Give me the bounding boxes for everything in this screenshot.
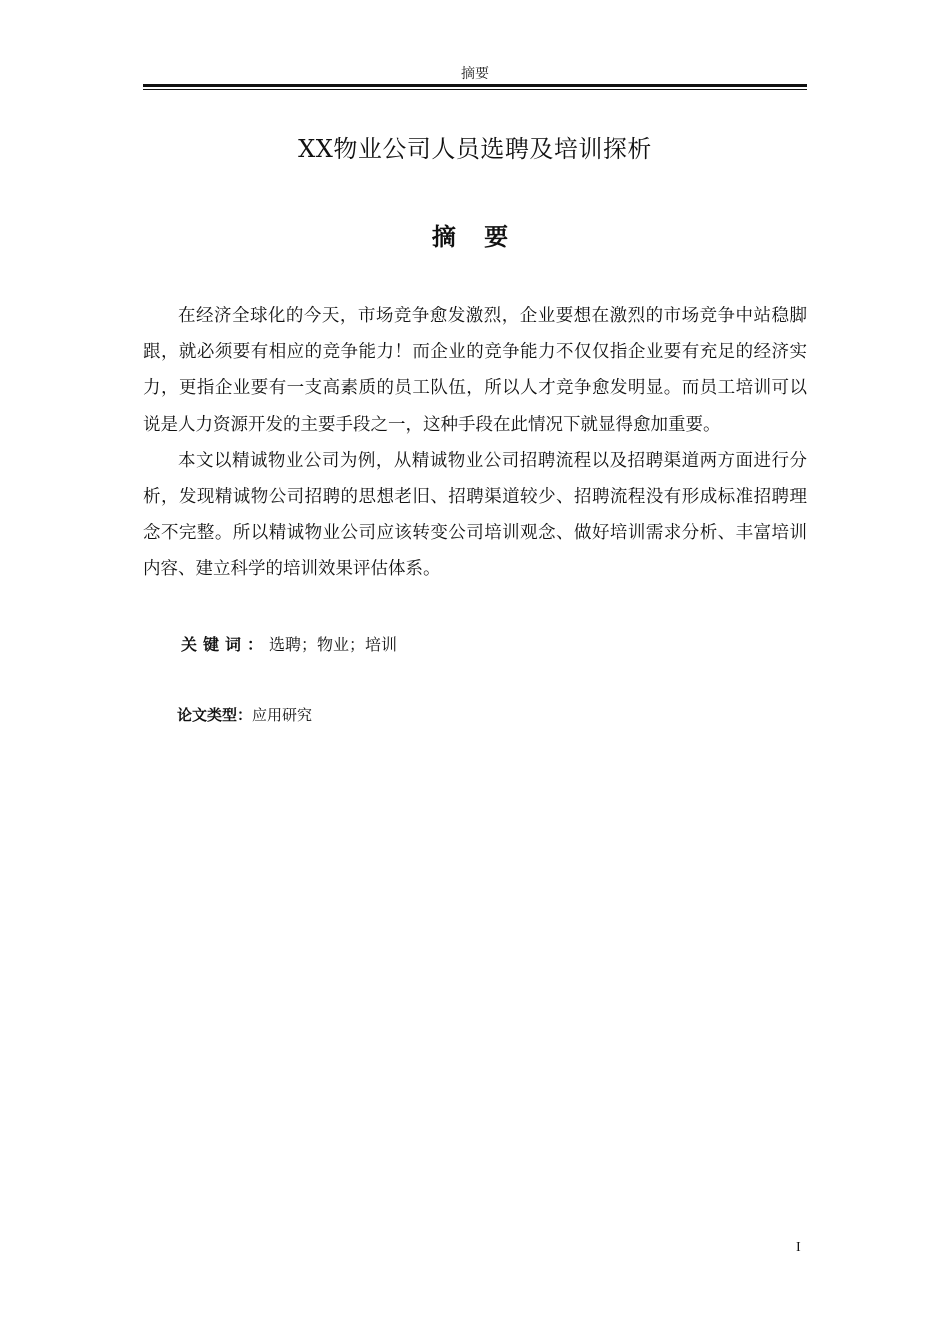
abstract-body <box>143 298 807 588</box>
paper-type-label: 论文类型： <box>177 706 253 724</box>
abstract-paragraph-1: 在经济全球化的今天，市场竞争愈发激烈，企业要想在激烈的市场竞争中站稳脚跟，就必须要有相应的竞争能力！而企业的竞争能力不仅仅指企业要有充足的经济实力，更指企业要有一支高素质的员工队伍，所以人才竞争愈发明显。而员工培训可以说是人力资源开发的主要手段之一，这种手段在此情况下就显得愈加重要。 <box>143 306 807 435</box>
paper-type-value: 应用研究 <box>252 706 313 724</box>
paper-type-line <box>177 702 312 728</box>
header-rule-thin <box>143 89 807 90</box>
keywords-line <box>181 630 397 660</box>
running-header: 摘要 <box>461 66 489 82</box>
keywords-label: 关键词： <box>181 635 270 654</box>
abstract-heading: 摘 要 <box>431 223 519 251</box>
document-title: XX物业公司人员选聘及培训探析 <box>298 135 652 163</box>
page-number: I <box>796 1240 801 1255</box>
header-rule-thick <box>143 84 807 87</box>
keywords-value: 选聘；物业；培训 <box>269 635 398 654</box>
abstract-paragraph-2: 本文以精诚物业公司为例，从精诚物业公司招聘流程以及招聘渠道两方面进行分析，发现精诚物公司招聘的思想老旧、招聘渠道较少、招聘流程没有形成标准招聘理念不完整。所以精诚物业公司应该转变公司培训观念、做好培训需求分析、丰富培训内容、建立科学的培训效果评估体系。 <box>143 450 807 580</box>
